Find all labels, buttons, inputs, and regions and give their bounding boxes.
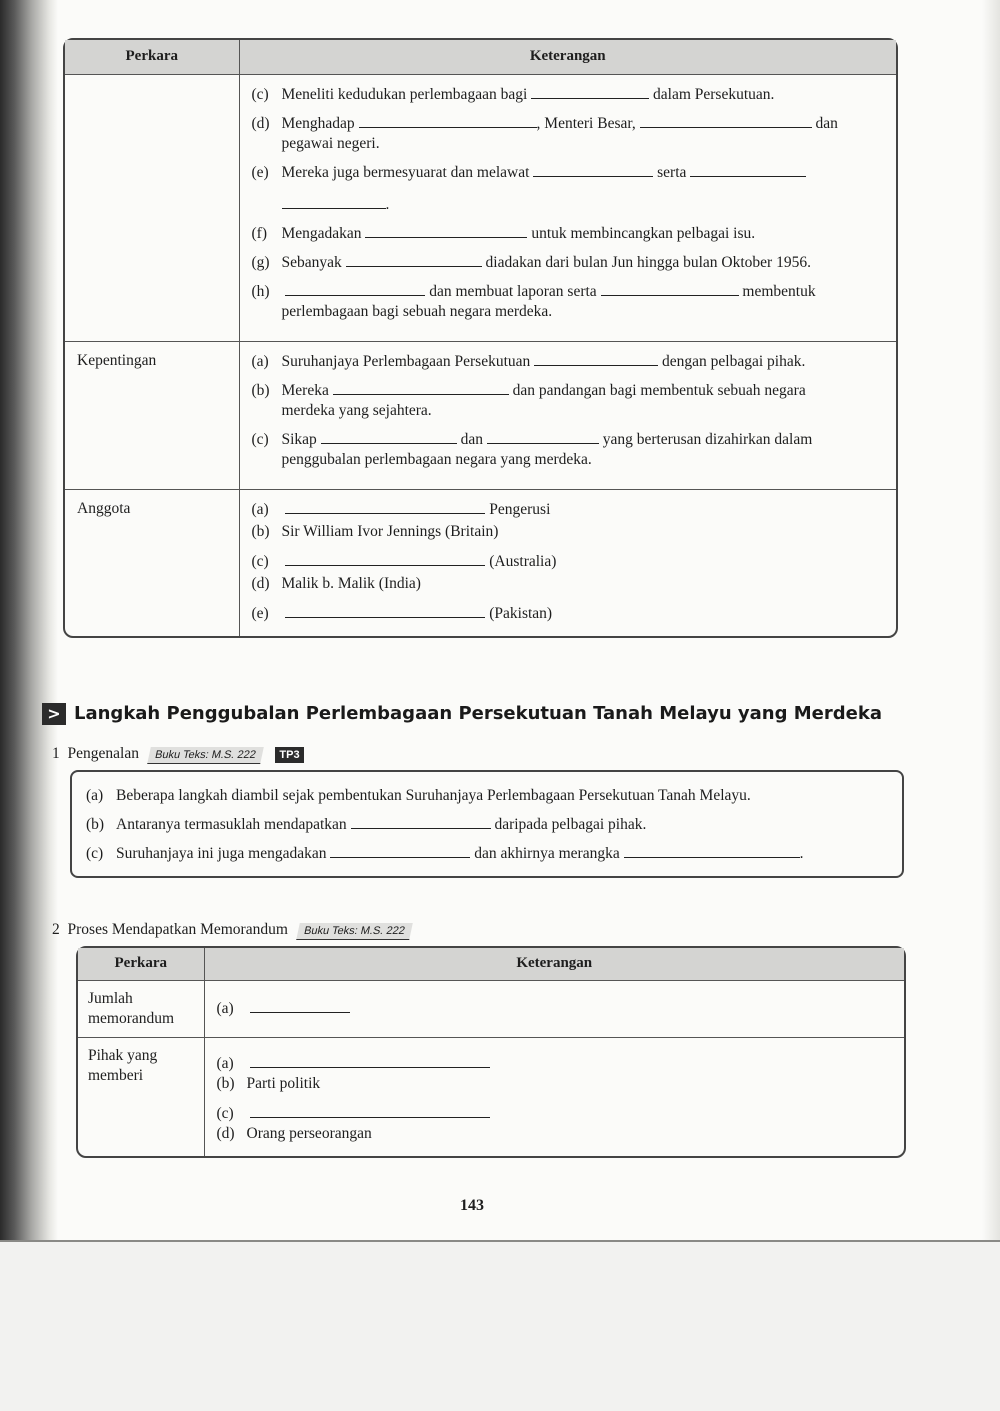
pengenalan-box	[70, 770, 904, 878]
blank-field[interactable]	[330, 844, 470, 858]
row-top-label-cell	[65, 74, 239, 341]
pihak-item-b: (b) Parti politik	[216, 1074, 321, 1092]
blank-field[interactable]	[351, 815, 491, 829]
anggota-item-b: (b) Sir William Ivor Jennings (Britain)	[251, 522, 499, 540]
blank-field[interactable]	[533, 163, 653, 177]
row-jumlah-label: Jumlah memorandum	[78, 980, 204, 1037]
subheading-pengenalan: 1 Pengenalan Buku Teks: M.S. 222 TP3	[52, 745, 304, 764]
pihak-item-a: (a)	[217, 1054, 893, 1074]
blank-field[interactable]	[365, 224, 527, 238]
item-g: (g) Sebanyak diadakan dari bulan Jun hingga bulan Oktober 1956.	[251, 253, 811, 271]
blank-field[interactable]	[250, 999, 350, 1013]
pengenalan-item-c: (c) Suruhanjaya ini juga mengadakan dan akhirnya merangka .	[86, 845, 804, 862]
blank-field[interactable]	[321, 430, 457, 444]
item-e: (e) Mereka juga bermesyuarat dan melawat serta .	[252, 163, 885, 215]
row-pihak-content	[204, 1037, 904, 1156]
table-memorandum	[76, 946, 906, 1158]
pihak-item-c: (c)	[217, 1104, 893, 1124]
textbook-ref-tag: Buku Teks: M.S. 222	[296, 923, 412, 940]
item-c: (c) Meneliti kedudukan perlembagaan bagi dalam Persekutuan.	[251, 85, 775, 103]
row-pihak-label: Pihak yang memberi	[78, 1037, 204, 1156]
blank-field[interactable]	[531, 85, 649, 99]
blank-field[interactable]	[624, 844, 800, 858]
subheading-proses-memorandum: 2 Proses Mendapatkan Memorandum Buku Teks: M.S. 222	[52, 921, 410, 940]
blank-field[interactable]	[640, 114, 812, 128]
tp-badge: TP3	[275, 747, 303, 763]
blank-field[interactable]	[487, 430, 599, 444]
blank-field[interactable]	[333, 381, 509, 395]
header-perkara: Perkara	[65, 40, 239, 74]
header-keterangan: Keterangan	[239, 40, 896, 74]
blank-field[interactable]	[285, 500, 485, 514]
kepentingan-item-b: (b) Mereka dan pandangan bagi membentuk sebuah negara merdeka yang sejahtera.	[251, 381, 806, 419]
section-title: > Langkah Penggubalan Perlembagaan Persekutuan Tanah Melayu yang Merdeka	[42, 703, 882, 725]
blank-field[interactable]	[690, 163, 806, 177]
row-kepentingan-content	[239, 341, 896, 489]
anggota-item-c: (c) (Australia)	[251, 552, 557, 570]
page-number: 143	[460, 1197, 484, 1214]
row-anggota-label: Anggota	[65, 489, 239, 636]
row-anggota-content	[239, 489, 896, 636]
blank-field[interactable]	[250, 1054, 490, 1068]
item-h: (h) dan membuat laporan serta membentuk perlembagaan bagi sebuah negara merdeka.	[251, 282, 816, 320]
row-top-content	[239, 74, 896, 341]
blank-field[interactable]	[285, 282, 425, 296]
jumlah-item-a: (a)	[217, 999, 893, 1019]
blank-field[interactable]	[282, 195, 386, 209]
pihak-item-d: (d) Orang perseorangan	[216, 1124, 372, 1142]
header-perkara-2: Perkara	[78, 948, 204, 980]
blank-field[interactable]	[534, 352, 658, 366]
page-bottom-edge	[0, 1240, 1000, 1242]
table-perkara-keterangan	[63, 38, 898, 638]
item-f: (f) Mengadakan untuk membincangkan pelbagai isu.	[251, 224, 756, 242]
kepentingan-item-a: (a) Suruhanjaya Perlembagaan Persekutuan dengan pelbagai pihak.	[251, 352, 806, 370]
page-edge-shadow	[982, 0, 1000, 1240]
anggota-item-e: (e) (Pakistan)	[251, 604, 553, 622]
anggota-item-d: (d) Malik b. Malik (India)	[251, 574, 421, 592]
blank-field[interactable]	[346, 253, 482, 267]
header-keterangan-2: Keterangan	[204, 948, 904, 980]
blank-field[interactable]	[250, 1104, 490, 1118]
chevron-right-icon: >	[42, 703, 66, 725]
item-d: (d) Menghadap , Menteri Besar, dan pegawai negeri.	[251, 114, 838, 152]
row-kepentingan-label: Kepentingan	[65, 341, 239, 489]
pengenalan-item-b: (b) Antaranya termasuklah mendapatkan daripada pelbagai pihak.	[86, 816, 647, 833]
kepentingan-item-c: (c) Sikap dan yang berterusan dizahirkan dalam penggubalan perlembagaan negara yang merdeka.	[251, 430, 813, 468]
blank-field[interactable]	[285, 604, 485, 618]
anggota-item-a: (a) Pengerusi	[251, 500, 551, 518]
pengenalan-item-a: (a) Beberapa langkah diambil sejak pembentukan Suruhanjaya Perlembagaan Persekutuan Tanah Melayu.	[86, 787, 751, 804]
blank-field[interactable]	[359, 114, 537, 128]
blank-field[interactable]	[601, 282, 739, 296]
row-jumlah-content	[204, 980, 904, 1037]
textbook-ref-tag: Buku Teks: M.S. 222	[147, 747, 263, 764]
book-spine-shadow	[0, 0, 58, 1240]
blank-field[interactable]	[285, 552, 485, 566]
